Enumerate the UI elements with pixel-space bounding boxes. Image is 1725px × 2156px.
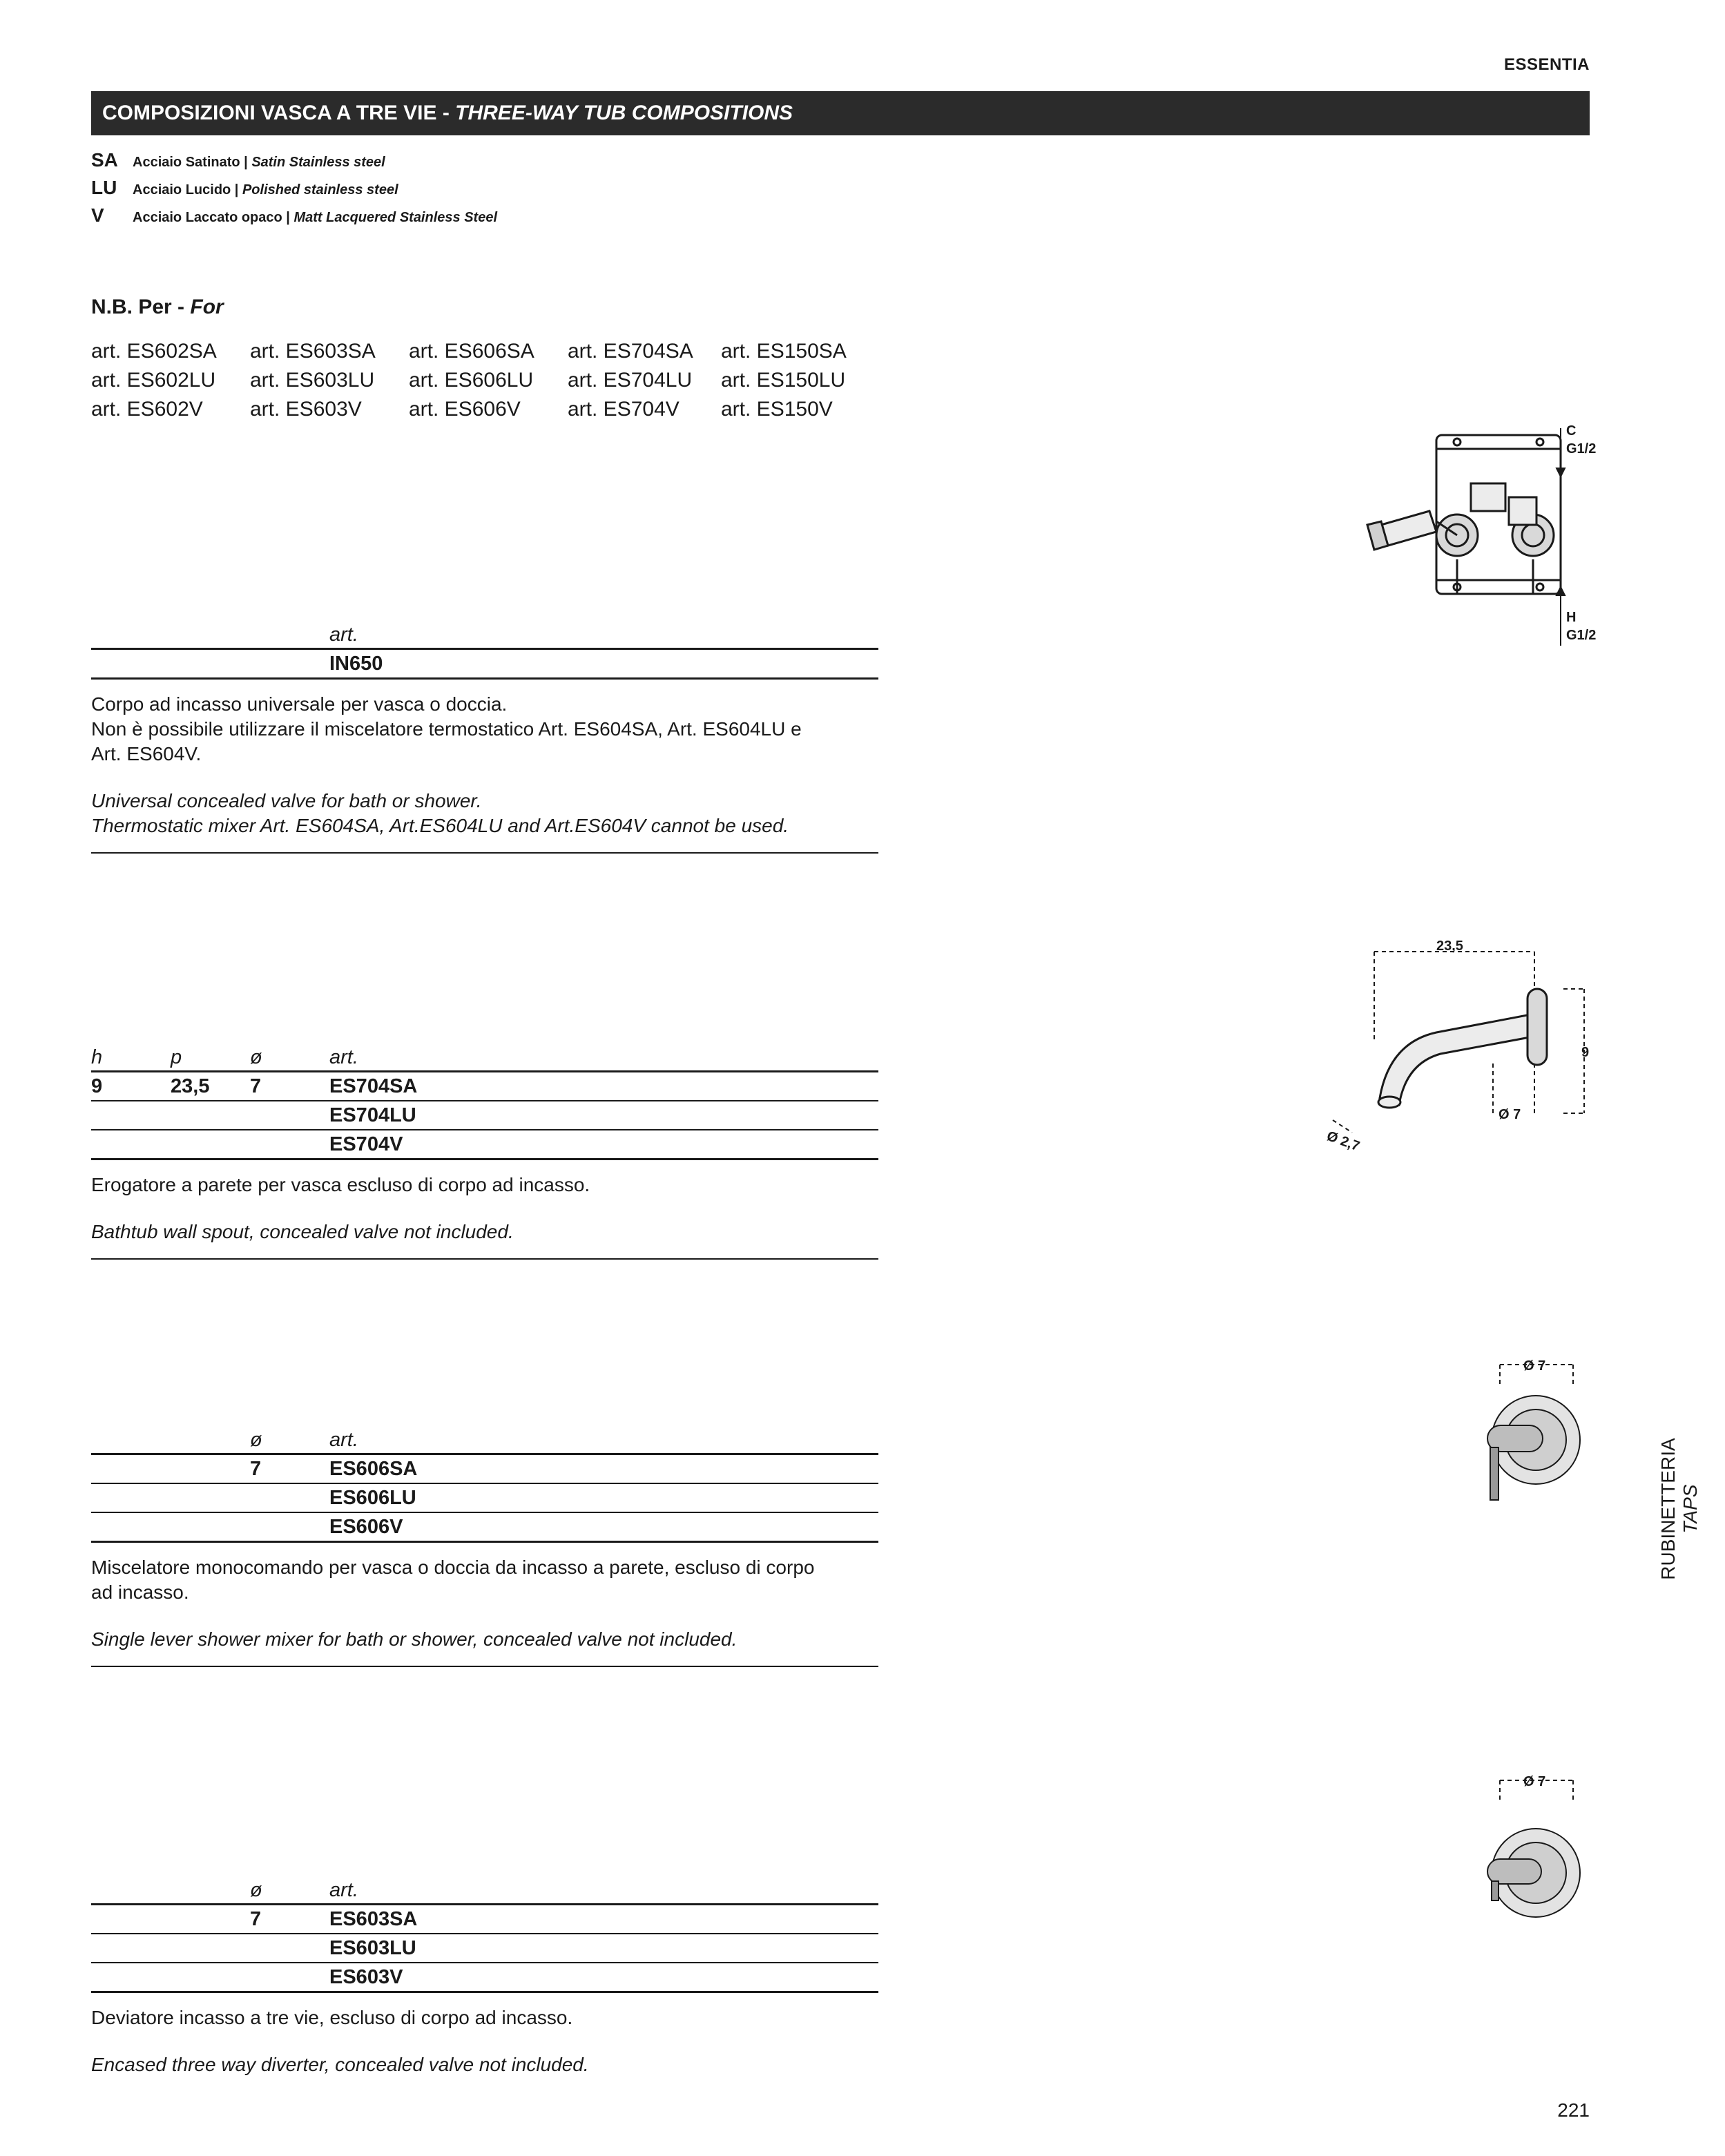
finish-legend-sa xyxy=(91,148,385,173)
article-ref: art. ES150LU xyxy=(721,369,846,392)
wall-spout-drawing xyxy=(1312,932,1602,1167)
lever-icon xyxy=(1490,1447,1498,1500)
nb-note xyxy=(91,296,224,319)
spec-table-es704 xyxy=(91,1044,878,1160)
label-cold-size: G1/2 xyxy=(1566,441,1597,456)
finish-legend-lu xyxy=(91,175,398,200)
cell-p: 23,5 xyxy=(171,1075,210,1097)
title-italic: THREE-WAY TUB COMPOSITIONS xyxy=(455,102,793,124)
table-header xyxy=(91,622,878,650)
article-ref: art. ES704SA xyxy=(568,340,693,363)
single-lever-mixer-drawing xyxy=(1457,1354,1595,1540)
table-row xyxy=(91,1484,878,1513)
spec-table-es606 xyxy=(91,1427,878,1543)
finish-code: V xyxy=(91,204,104,226)
header-art: art. xyxy=(329,1429,358,1451)
cell-art: ES704V xyxy=(329,1133,403,1155)
cell-art: ES603LU xyxy=(329,1937,416,1959)
label-hot: H xyxy=(1566,610,1577,625)
table-header xyxy=(91,1044,878,1072)
desc-it-line: Deviatore incasso a tre vie, escluso di corpo ad incasso. xyxy=(91,2007,573,2028)
table-row xyxy=(91,1101,878,1130)
article-ref: art. ES603LU xyxy=(250,369,375,392)
cell-art: ES603SA xyxy=(329,1908,418,1930)
description-es606 xyxy=(91,1555,878,1652)
cell-h: 9 xyxy=(91,1075,103,1097)
header-art: art. xyxy=(329,624,358,646)
lever-icon xyxy=(1492,1881,1498,1900)
finish-code: SA xyxy=(91,149,118,171)
header-diameter: ø xyxy=(250,1879,262,1901)
section-title-bar xyxy=(91,91,1590,135)
header-art: art. xyxy=(329,1046,358,1068)
concealed-valve-drawing xyxy=(1353,421,1602,656)
label-hot-size: G1/2 xyxy=(1566,628,1597,643)
header-h: h xyxy=(91,1046,103,1068)
section-divider xyxy=(91,852,878,854)
section-divider xyxy=(91,1666,878,1667)
compatible-articles-grid xyxy=(91,337,873,424)
table-row xyxy=(91,1905,878,1934)
article-ref: art. ES603V xyxy=(250,398,362,421)
title-main: COMPOSIZIONI VASCA A TRE VIE - xyxy=(102,102,456,124)
desc-en-line: Thermostatic mixer Art. ES604SA, Art.ES604LU and Art.ES604V cannot be used. xyxy=(91,815,789,836)
desc-it-line: Non è possibile utilizzare il miscelatore termostatico Art. ES604SA, Art. ES604LU e xyxy=(91,718,802,740)
article-ref: art. ES704V xyxy=(568,398,680,421)
finish-en: Satin Stainless steel xyxy=(251,155,385,170)
article-ref: art. ES602V xyxy=(91,398,203,421)
finish-en: Polished stainless steel xyxy=(242,182,398,198)
brand-name: ESSENTIA xyxy=(1503,55,1590,74)
desc-en-line: Bathtub wall spout, concealed valve not included. xyxy=(91,1221,514,1242)
cell-diameter: 7 xyxy=(250,1075,262,1097)
article-ref: art. ES606SA xyxy=(409,340,534,363)
spout-body-icon xyxy=(1380,1014,1537,1105)
desc-it-line: Art. ES604V. xyxy=(91,743,202,764)
finish-it: Acciaio Laccato opaco | xyxy=(133,210,294,225)
article-ref: art. ES150SA xyxy=(721,340,847,363)
three-way-diverter-drawing xyxy=(1457,1769,1595,1935)
article-row xyxy=(91,395,873,424)
header-p: p xyxy=(171,1046,182,1068)
cell-art: ES603V xyxy=(329,1966,403,1988)
table-header xyxy=(91,1877,878,1905)
spec-table-in650 xyxy=(91,622,878,680)
header-diameter: ø xyxy=(250,1429,262,1451)
description-in650 xyxy=(91,692,878,838)
desc-it-line: Miscelatore monocomando per vasca o doccia da incasso a parete, escluso di corpo xyxy=(91,1557,815,1578)
section-divider xyxy=(91,1258,878,1260)
nb-italic: For xyxy=(190,296,224,318)
cell-diameter: 7 xyxy=(250,1458,262,1480)
category-side-label xyxy=(1657,1423,1699,1595)
table-row xyxy=(91,1130,878,1160)
header-art: art. xyxy=(329,1879,358,1901)
cell-diameter: 7 xyxy=(250,1908,262,1930)
dim-diameter: Ø 7 xyxy=(1523,1358,1546,1374)
table-row xyxy=(91,1455,878,1484)
article-ref: art. ES602LU xyxy=(91,369,216,392)
side-label-en: TAPS xyxy=(1679,1484,1701,1534)
cell-art: ES606V xyxy=(329,1516,403,1538)
dim-diameter: Ø 7 xyxy=(1523,1774,1546,1789)
desc-en-line: Universal concealed valve for bath or shower. xyxy=(91,790,482,811)
dim-outlet-diameter: Ø 2,7 xyxy=(1324,1128,1362,1155)
table-row xyxy=(91,650,878,680)
table-row xyxy=(91,1513,878,1543)
table-row xyxy=(91,1963,878,1993)
table-row xyxy=(91,1934,878,1963)
desc-en-line: Single lever shower mixer for bath or shower, concealed valve not included. xyxy=(91,1628,738,1650)
nb-label: N.B. Per - xyxy=(91,296,191,318)
table-header xyxy=(91,1427,878,1455)
page-number: 221 xyxy=(1557,2099,1590,2121)
article-row xyxy=(91,366,873,395)
article-ref: art. ES606V xyxy=(409,398,521,421)
desc-it-line: ad incasso. xyxy=(91,1581,189,1603)
description-es704 xyxy=(91,1173,878,1244)
article-ref: art. ES150V xyxy=(721,398,833,421)
table-row xyxy=(91,1072,878,1101)
desc-it-line: Corpo ad incasso universale per vasca o doccia. xyxy=(91,693,508,715)
side-label-it: RUBINETTERIA xyxy=(1657,1438,1679,1580)
cell-art: ES704SA xyxy=(329,1075,418,1097)
article-row xyxy=(91,337,873,366)
desc-en-line: Encased three way diverter, concealed valve not included. xyxy=(91,2054,589,2075)
finish-legend-v xyxy=(91,203,497,228)
cell-art: ES606LU xyxy=(329,1487,416,1509)
article-ref: art. ES602SA xyxy=(91,340,217,363)
article-ref: art. ES603SA xyxy=(250,340,376,363)
finish-it: Acciaio Satinato | xyxy=(133,155,252,170)
finish-code: LU xyxy=(91,177,117,198)
dim-height: 9 xyxy=(1581,1045,1590,1060)
spec-table-es603 xyxy=(91,1877,878,1993)
cell-art: ES606SA xyxy=(329,1458,418,1480)
cell-art: ES704LU xyxy=(329,1104,416,1126)
finish-it: Acciaio Lucido | xyxy=(133,182,242,198)
finish-en: Matt Lacquered Stainless Steel xyxy=(293,210,497,225)
description-es603 xyxy=(91,2005,878,2077)
dim-spout-diameter: Ø 7 xyxy=(1498,1107,1521,1122)
header-diameter: ø xyxy=(250,1046,262,1068)
article-ref: art. ES704LU xyxy=(568,369,693,392)
label-cold: C xyxy=(1566,423,1577,439)
dim-length: 23,5 xyxy=(1436,939,1463,954)
article-ref: art. ES606LU xyxy=(409,369,534,392)
cell-art: IN650 xyxy=(329,653,383,675)
desc-it-line: Erogatore a parete per vasca escluso di corpo ad incasso. xyxy=(91,1174,590,1195)
